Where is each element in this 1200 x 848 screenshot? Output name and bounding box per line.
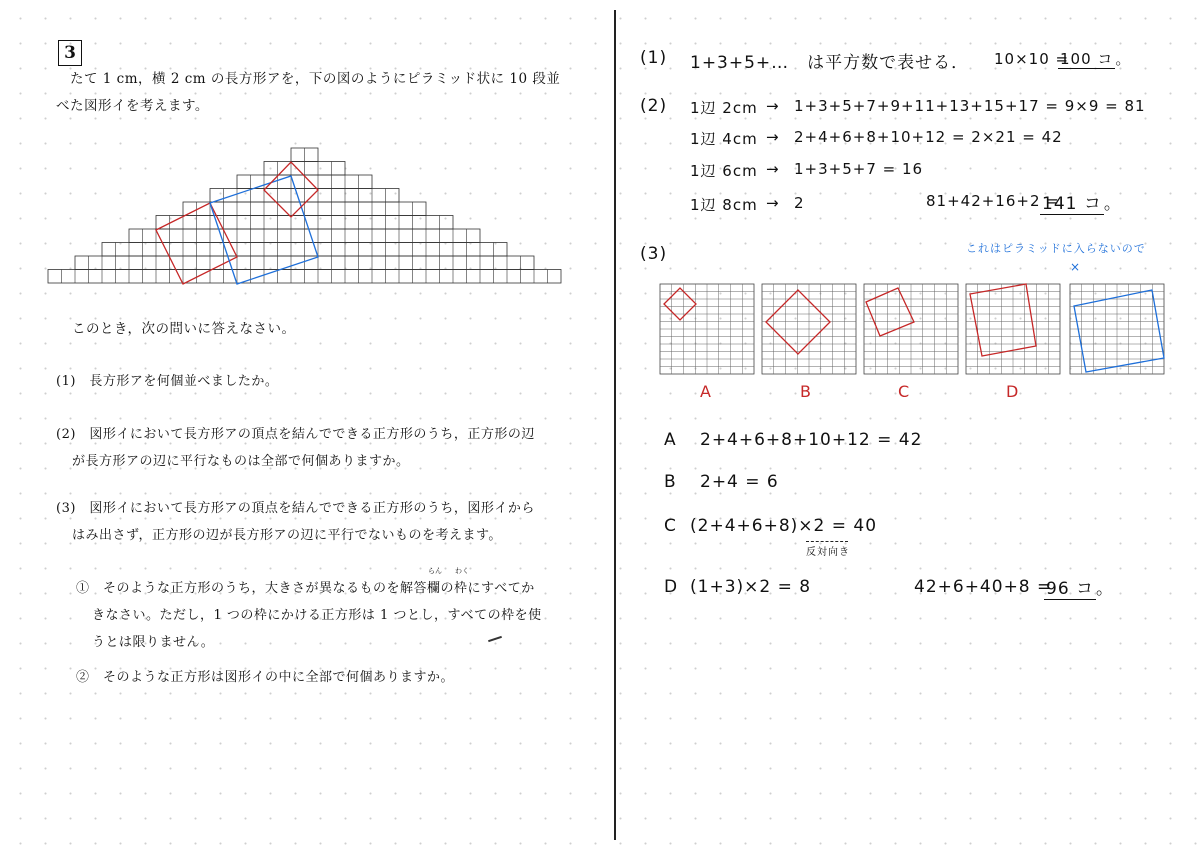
calc-d-expr: (1+3)×2 = 8 [690,577,812,597]
answer-1-result: 100 コ [1060,50,1114,68]
answer-2-row3-arrow: → [766,160,780,178]
question-3-line1: (3) 図形イにおいて長方形アの頂点を結んでできる正方形のうち，図形イから [56,501,535,516]
panel-label-a: A [700,382,712,401]
question-lead: このとき，次の問いに答えなさい。 [72,321,296,337]
answer-2-row4-expr: 2 [794,194,805,212]
answer-1-suffix: 。 [1115,50,1132,68]
question-2-line1: (2) 図形イにおいて長方形アの頂点を結んでできる正方形のうち，正方形の辺 [56,427,535,442]
pen-mark [488,636,502,642]
answer-2-row4-left: 1辺 8cm [690,196,758,214]
blue-note-line1: これはピラミッドに入らないので [966,242,1146,255]
answer-2-row2-arrow: → [766,128,780,146]
answer-2-label: (2) [640,96,668,116]
ruby-ran: らん [428,567,442,575]
question-3a-line2: きなさい。ただし，1 つの枠にかける正方形は 1 つとし，すべての枠を使 [92,608,542,623]
answer-3-total: 42+6+40+8 = [914,577,1053,597]
calc-a-label: A [664,430,677,450]
answer-1-text: 1+3+5+… は平方数で表せる． [690,53,970,73]
answer-panels [616,282,1200,382]
question-3a-line1: ① そのような正方形のうち，大きさが異なるものを解答欄の枠にすべてか [76,581,535,596]
notes-page [616,0,1200,848]
answer-2-row4-arrow: → [766,194,780,212]
calc-b-label: B [664,472,677,492]
calc-c-underline [806,538,848,542]
calc-a-expr: 2+4+6+8+10+12 = 42 [700,430,923,450]
answer-3-label: (3) [640,244,668,264]
answer-1-label: (1) [640,48,668,68]
panel-label-b: B [800,382,812,401]
problem-intro-line1: たて 1 cm，横 2 cm の長方形アを，下の図のようにピラミッド状に 10 段並 [70,71,561,87]
question-3a-line3: うとは限りません。 [92,635,215,650]
calc-c-expr: (2+4+6+8)×2 = 40 [690,516,878,536]
answer-2-suffix: 。 [1103,194,1122,214]
calc-c-note: 反対向き [806,547,850,558]
answer-2-row2-expr: 2+4+6+8+10+12 = 2×21 = 42 [794,128,1063,146]
panel-d-square [970,284,1036,356]
question-3-line2: はみ出さず，正方形の辺が長方形アの辺に平行でないものを考えます。 [72,528,502,543]
answer-2-row1-arrow: → [766,97,780,115]
answer-1-calc: 10×10 = [994,50,1070,68]
panel-label-d: D [1006,382,1020,401]
problem-number: 3 [58,40,82,66]
ruby-waku: わく [455,567,469,575]
calc-b-expr: 2+4 = 6 [700,472,779,492]
panel-label-c: C [898,382,911,401]
problem-intro-line2: べた図形イを考えます。 [56,98,209,114]
answer-3-result: 96 コ [1046,579,1095,599]
panel-e-square [1074,290,1164,372]
calc-c-label: C [664,516,677,536]
answer-2-row3-expr: 1+3+5+7 = 16 [794,160,924,178]
panel-a-square [664,288,696,320]
calc-d-label: D [664,577,679,597]
question-2-line2: が長方形アの辺に平行なものは全部で何個ありますか。 [72,454,410,469]
question-1: (1) 長方形アを何個並べましたか。 [56,374,279,389]
answer-2-row1-left: 1辺 2cm [690,99,758,117]
blue-note-line2: × [1070,260,1082,274]
answer-2-result: 141 コ [1042,194,1102,214]
answer-2-row3-left: 1辺 6cm [690,162,758,180]
answer-2-row1-expr: 1+3+5+7+9+11+13+15+17 = 9×9 = 81 [794,97,1146,115]
pyramid-figure [0,140,614,300]
question-3b: ② そのような正方形は図形イの中に全部で何個ありますか。 [76,670,455,685]
answer-2-total: 81+42+16+2 = [926,192,1060,210]
answer-3-suffix: 。 [1096,579,1115,599]
panel-b-square [766,290,830,354]
answer-2-row2-left: 1辺 4cm [690,130,758,148]
